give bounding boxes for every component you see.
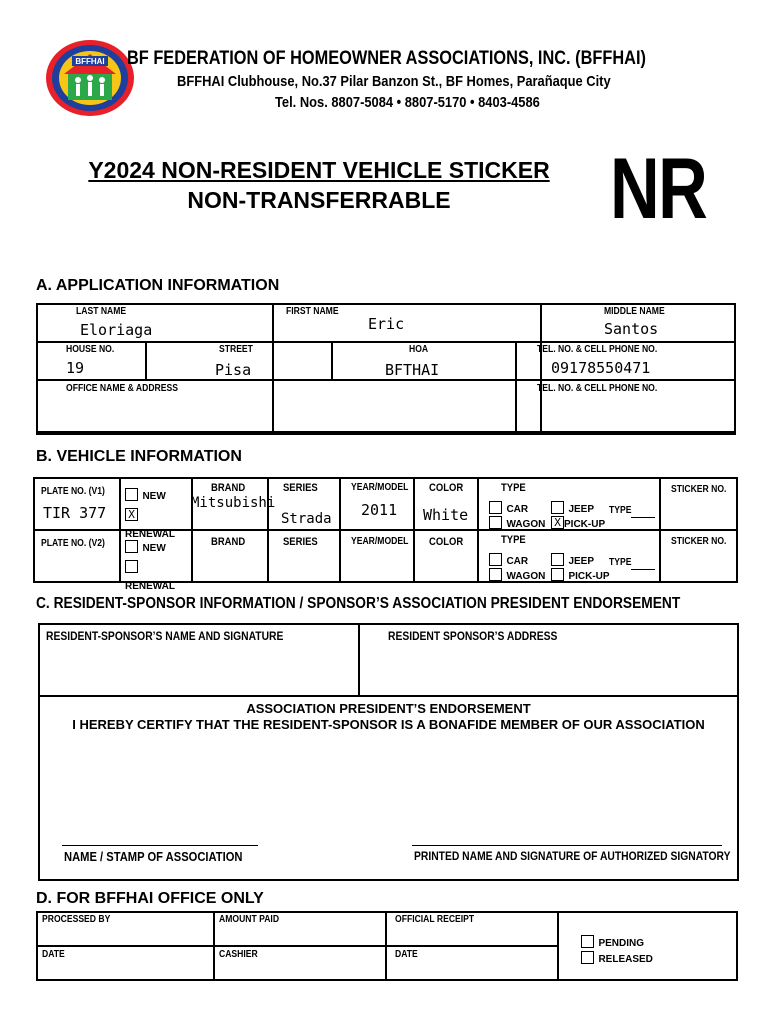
plate-v2-label: PLATE NO. (V2) bbox=[41, 538, 105, 549]
signatory-label[interactable]: PRINTED NAME AND SIGNATURE OF AUTHORIZED SIGNATORY bbox=[414, 849, 731, 863]
middle-name-value: Santos bbox=[604, 320, 659, 338]
official-receipt-cell[interactable] bbox=[386, 912, 558, 946]
signatory-line bbox=[412, 845, 722, 846]
v1-type-label: TYPE bbox=[501, 482, 526, 494]
last-name-value: Eloriaga bbox=[80, 321, 153, 339]
section-d-heading: D. FOR BFFHAI OFFICE ONLY bbox=[36, 890, 264, 907]
released-checkbox[interactable] bbox=[581, 951, 594, 964]
logo-text: BFFHAI bbox=[75, 57, 105, 66]
middle-name-label: MIDDLE NAME bbox=[604, 306, 665, 317]
v1-year-cell[interactable] bbox=[340, 478, 414, 530]
section-b-heading: B. VEHICLE INFORMATION bbox=[36, 448, 242, 465]
v2-brand-cell[interactable] bbox=[192, 530, 268, 582]
v1-series-label: SERIES bbox=[283, 482, 318, 494]
plate-v1-label: PLATE NO. (V1) bbox=[41, 486, 105, 497]
v1-color-value: White bbox=[423, 506, 469, 524]
first-name-label: FIRST NAME bbox=[286, 306, 339, 317]
v1-type-cell bbox=[478, 478, 660, 530]
v2-new-label: NEW bbox=[142, 543, 166, 554]
date-cell-2[interactable] bbox=[386, 946, 558, 980]
status-cell bbox=[558, 912, 737, 980]
last-name-label: LAST NAME bbox=[76, 306, 127, 317]
processed-by-cell[interactable] bbox=[37, 912, 214, 946]
v1-year-label: YEAR/MODEL bbox=[351, 482, 409, 493]
v2-series-cell[interactable] bbox=[268, 530, 340, 582]
v2-wagon-checkbox[interactable] bbox=[489, 568, 502, 581]
v1-new-renewal-cell bbox=[120, 478, 192, 540]
v1-wagon-label: WAGON bbox=[506, 519, 546, 530]
v1-jeep-checkbox[interactable] bbox=[551, 501, 564, 514]
amount-paid-label: AMOUNT PAID bbox=[219, 914, 280, 925]
v2-new-renewal-cell bbox=[120, 530, 192, 592]
v2-color-cell[interactable] bbox=[414, 530, 478, 582]
v1-color-cell[interactable] bbox=[414, 478, 478, 530]
v2-new-checkbox[interactable] bbox=[125, 540, 138, 553]
v2-car-label: CAR bbox=[506, 556, 529, 567]
v2-type-other-label: TYPE bbox=[609, 557, 632, 568]
v1-wagon-checkbox[interactable] bbox=[489, 516, 502, 529]
house-no-value: 19 bbox=[66, 359, 85, 377]
v1-renewal-label: RENEWAL bbox=[125, 529, 175, 540]
street-value: Pisa bbox=[215, 361, 252, 379]
plate-v2-cell[interactable] bbox=[34, 530, 120, 582]
v2-sticker-cell[interactable] bbox=[660, 530, 737, 582]
tel-label: TEL. NO. & CELL PHONE NO. bbox=[537, 344, 658, 355]
official-receipt-label: OFFICIAL RECEIPT bbox=[395, 914, 475, 925]
plate-v1-cell[interactable] bbox=[34, 478, 120, 530]
org-address: BFFHAI Clubhouse, No.37 Pilar Banzon St., BF Homes, Parañaque City bbox=[176, 73, 611, 90]
released-label: RELEASED bbox=[598, 954, 653, 965]
v1-series-cell[interactable] bbox=[268, 478, 340, 530]
endorsement-title: ASSOCIATION PRESIDENT’S ENDORSEMENT bbox=[246, 701, 531, 716]
v1-sticker-cell[interactable] bbox=[660, 478, 737, 530]
office-label: OFFICE NAME & ADDRESS bbox=[66, 383, 178, 394]
pending-label: PENDING bbox=[598, 938, 645, 949]
date-label-1: DATE bbox=[42, 949, 65, 960]
date-label-2: DATE bbox=[395, 949, 418, 960]
v2-pickup-label: PICK-UP bbox=[568, 571, 610, 582]
nr-badge: NR bbox=[610, 141, 707, 237]
cashier-label: CASHIER bbox=[219, 949, 258, 960]
v2-brand-label: BRAND bbox=[211, 536, 246, 548]
plate-v1-value: TIR 377 bbox=[43, 504, 107, 522]
org-telephone: Tel. Nos. 8807-5084 • 8807-5170 • 8403-4586 bbox=[275, 94, 540, 111]
v1-car-checkbox[interactable] bbox=[489, 501, 502, 514]
hoa-label: HOA bbox=[409, 344, 429, 355]
form-title: Y2024 NON-RESIDENT VEHICLE STICKER bbox=[88, 157, 550, 183]
v2-color-label: COLOR bbox=[429, 536, 464, 548]
office-use-table bbox=[36, 911, 738, 981]
tel-cell[interactable] bbox=[516, 342, 735, 380]
v1-color-label: COLOR bbox=[429, 482, 464, 494]
form-subtitle: NON-TRANSFERRABLE bbox=[187, 187, 451, 213]
v2-pickup-checkbox[interactable] bbox=[551, 568, 564, 581]
v1-new-label: NEW bbox=[142, 491, 166, 502]
address-table bbox=[36, 341, 736, 381]
tel-value: 09178550471 bbox=[551, 359, 651, 377]
v1-pickup-label: PICK-UP bbox=[564, 519, 606, 530]
v2-car-checkbox[interactable] bbox=[489, 553, 502, 566]
v2-sticker-label: STICKER NO. bbox=[671, 536, 727, 547]
street-cell[interactable] bbox=[146, 342, 332, 380]
v2-year-cell[interactable] bbox=[340, 530, 414, 582]
v1-jeep-label: JEEP bbox=[568, 504, 595, 515]
processed-by-label: PROCESSED BY bbox=[42, 914, 111, 925]
v1-car-label: CAR bbox=[506, 504, 529, 515]
hoa-value: BFTHAI bbox=[385, 361, 440, 379]
endorsement-text: I HEREBY CERTIFY THAT THE RESIDENT-SPONSOR IS A BONAFIDE MEMBER OF OUR ASSOCIATION bbox=[72, 717, 705, 732]
section-c-heading: C. RESIDENT-SPONSOR INFORMATION / SPONSOR’S ASSOCIATION PRESIDENT ENDORSEMENT bbox=[36, 595, 681, 612]
v2-year-label: YEAR/MODEL bbox=[351, 536, 409, 547]
street-label: STREET bbox=[219, 344, 253, 355]
sponsor-name-cell[interactable] bbox=[39, 624, 359, 696]
sponsor-table bbox=[38, 623, 739, 881]
cashier-cell[interactable] bbox=[214, 946, 386, 980]
endorsement-cell bbox=[39, 696, 738, 880]
sponsor-address-cell[interactable] bbox=[359, 624, 738, 696]
v1-brand-label: BRAND bbox=[211, 482, 246, 494]
office-table bbox=[36, 379, 736, 435]
amount-paid-cell[interactable] bbox=[214, 912, 386, 946]
section-a-heading: A. APPLICATION INFORMATION bbox=[36, 277, 280, 294]
v2-type-label: TYPE bbox=[501, 534, 526, 546]
hoa-cell[interactable] bbox=[332, 342, 516, 380]
v2-series-label: SERIES bbox=[283, 536, 318, 548]
v1-type-other-line bbox=[631, 517, 655, 518]
v2-renewal-label: RENEWAL bbox=[125, 581, 175, 592]
office-tel-label: TEL. NO. & CELL PHONE NO. bbox=[537, 383, 658, 394]
v1-pickup-checkbox[interactable]: X bbox=[551, 516, 564, 529]
v2-jeep-checkbox[interactable] bbox=[551, 553, 564, 566]
v1-renewal-checkbox[interactable]: X bbox=[125, 508, 138, 521]
v1-year-value: 2011 bbox=[361, 501, 398, 519]
stamp-label[interactable]: NAME / STAMP OF ASSOCIATION bbox=[64, 849, 243, 864]
sponsor-address-label: RESIDENT SPONSOR’S ADDRESS bbox=[388, 629, 558, 643]
house-no-label: HOUSE NO. bbox=[66, 344, 115, 355]
vehicle-table bbox=[33, 477, 738, 592]
v2-wagon-label: WAGON bbox=[506, 571, 546, 582]
stamp-line bbox=[62, 845, 258, 846]
house-no-cell[interactable] bbox=[37, 342, 146, 380]
office-tel-cell[interactable] bbox=[516, 380, 735, 434]
office-cell[interactable] bbox=[37, 380, 516, 434]
v1-new-checkbox[interactable] bbox=[125, 488, 138, 501]
v1-brand-value: Mitsubishi bbox=[191, 495, 276, 511]
pending-checkbox[interactable] bbox=[581, 935, 594, 948]
v1-sticker-label: STICKER NO. bbox=[671, 484, 727, 495]
v2-type-cell bbox=[478, 530, 660, 582]
sponsor-name-label: RESIDENT-SPONSOR’S NAME AND SIGNATURE bbox=[46, 629, 284, 643]
first-name-value: Eric bbox=[368, 315, 405, 333]
v1-brand-cell[interactable] bbox=[191, 478, 276, 530]
v2-type-other-line bbox=[631, 569, 655, 570]
org-name: BF FEDERATION OF HOMEOWNER ASSOCIATIONS, INC. (BFFHAI) bbox=[127, 48, 647, 69]
v2-renewal-checkbox[interactable] bbox=[125, 560, 138, 573]
v1-type-other-label: TYPE bbox=[609, 505, 632, 516]
v2-jeep-label: JEEP bbox=[568, 556, 595, 567]
date-cell-1[interactable] bbox=[37, 946, 214, 980]
v1-series-value: Strada bbox=[281, 511, 332, 527]
